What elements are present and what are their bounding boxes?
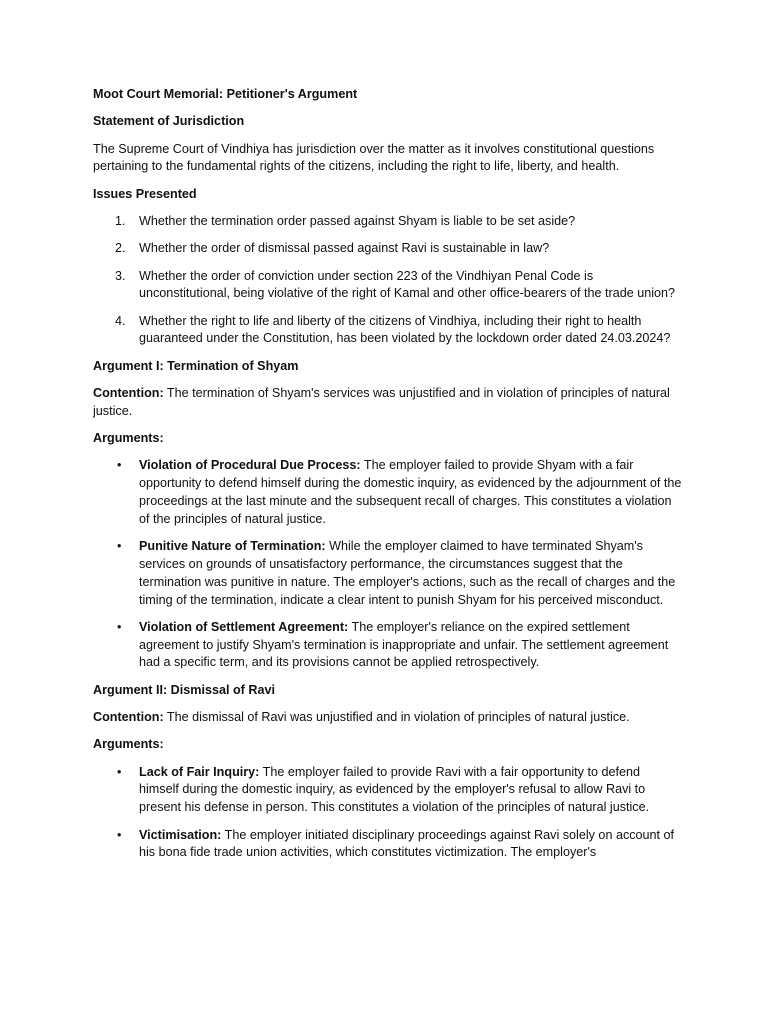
bullet-text: The employer failed to provide Shyam with a fair opportunity to defend himself during the domestic inquiry, as evidenced by the adjournment of the proceedings at the last minute and the subsequent recall of charges. This constitutes a violation of the principles of natural justice.: [139, 458, 682, 526]
bullet-text: The employer's reliance on the expired settlement agreement to justify Shyam's termination is inappropriate and unfair. The settlement agreement had a specific term, and its provisions cannot be applied retrospectively.: [139, 619, 669, 670]
bullet-label: Violation of Settlement Agreement:: [139, 619, 349, 634]
argument2-heading: Argument II: Dismissal of Ravi: [93, 682, 275, 697]
issue-item: [93, 213, 683, 231]
issues-heading: Issues Presented: [93, 186, 197, 201]
bullet-label: Lack of Fair Inquiry:: [139, 764, 260, 779]
bullet-label: Punitive Nature of Termination:: [139, 539, 326, 554]
bullet-marker: •: [117, 458, 122, 473]
bullet-text: While the employer claimed to have terminated Shyam's services on grounds of unsatisfactory performance, the circumstances suggest that the termination was punitive in nature. The employer's actions, such as the recall of charges and the timing of the termination, indicate a clear intent to punish Shyam for his perceived misconduct.: [139, 539, 676, 607]
argument-bullet-item: [93, 619, 683, 672]
argument-bullet-item: [93, 764, 683, 817]
document-title: Moot Court Memorial: Petitioner's Argument: [93, 87, 358, 101]
argument2-contention: [93, 709, 683, 727]
bullet-label: Victimisation:: [139, 827, 222, 842]
bullet-label: Violation of Procedural Due Process:: [139, 458, 361, 473]
contention-text: The dismissal of Ravi was unjustified and in violation of principles of natural justice.: [163, 710, 630, 725]
bullet-marker: •: [117, 764, 122, 779]
jurisdiction-text: The Supreme Court of Vindhiya has jurisdiction over the matter as it involves constitutional questions pertaining to the fundamental rights of the citizens, including the right to life, liberty, and health.: [93, 141, 655, 174]
issue-number: 4.: [115, 313, 126, 328]
bullet-text: The employer initiated disciplinary proceedings against Ravi solely on account of his bona fide trade union activities, which constitutes victimization. The employer's: [139, 827, 675, 860]
contention-label: Contention:: [93, 710, 164, 725]
issue-text: Whether the order of conviction under section 223 of the Vindhiyan Penal Code is unconstitutional, being violative of the right of Kamal and other office-bearers of the trade union?: [139, 268, 676, 301]
argument2-bullets: [93, 764, 683, 862]
issue-number: 1.: [115, 213, 126, 228]
issue-item: [93, 240, 683, 258]
issue-number: 2.: [115, 241, 126, 256]
argument1-heading: Argument I: Termination of Shyam: [93, 358, 299, 373]
issue-text: Whether the order of dismissal passed against Ravi is sustainable in law?: [139, 241, 550, 256]
bullet-marker: •: [117, 539, 122, 554]
argument-bullet-item: [93, 827, 683, 863]
bullet-marker: •: [117, 827, 122, 842]
document-page: [93, 86, 683, 872]
argument-bullet-item: [93, 457, 683, 528]
contention-label: Contention:: [93, 386, 164, 401]
issues-list: [93, 213, 683, 348]
argument2-arguments-label: Arguments:: [93, 737, 164, 752]
argument1-bullets: [93, 457, 683, 672]
issue-text: Whether the termination order passed against Shyam is liable to be set aside?: [139, 213, 576, 228]
bullet-marker: •: [117, 619, 122, 634]
issue-item: [93, 313, 683, 349]
issue-item: [93, 268, 683, 304]
jurisdiction-heading: Statement of Jurisdiction: [93, 114, 245, 129]
issue-text: Whether the right to life and liberty of the citizens of Vindhiya, including their right to health guaranteed under the Constitution, has been violated by the lockdown order dated 24.03.2024?: [139, 313, 671, 346]
argument1-arguments-label: Arguments:: [93, 431, 164, 446]
argument1-contention: [93, 385, 683, 421]
argument-bullet-item: [93, 538, 683, 609]
contention-text: The termination of Shyam's services was unjustified and in violation of principles of natural justice.: [93, 386, 670, 418]
issue-number: 3.: [115, 268, 126, 283]
bullet-text: The employer failed to provide Ravi with a fair opportunity to defend himself during the domestic inquiry, as evidenced by the employer's refusal to allow Ravi to present his defense in person. This constitutes a violation of the principles of natural justice.: [139, 764, 650, 815]
